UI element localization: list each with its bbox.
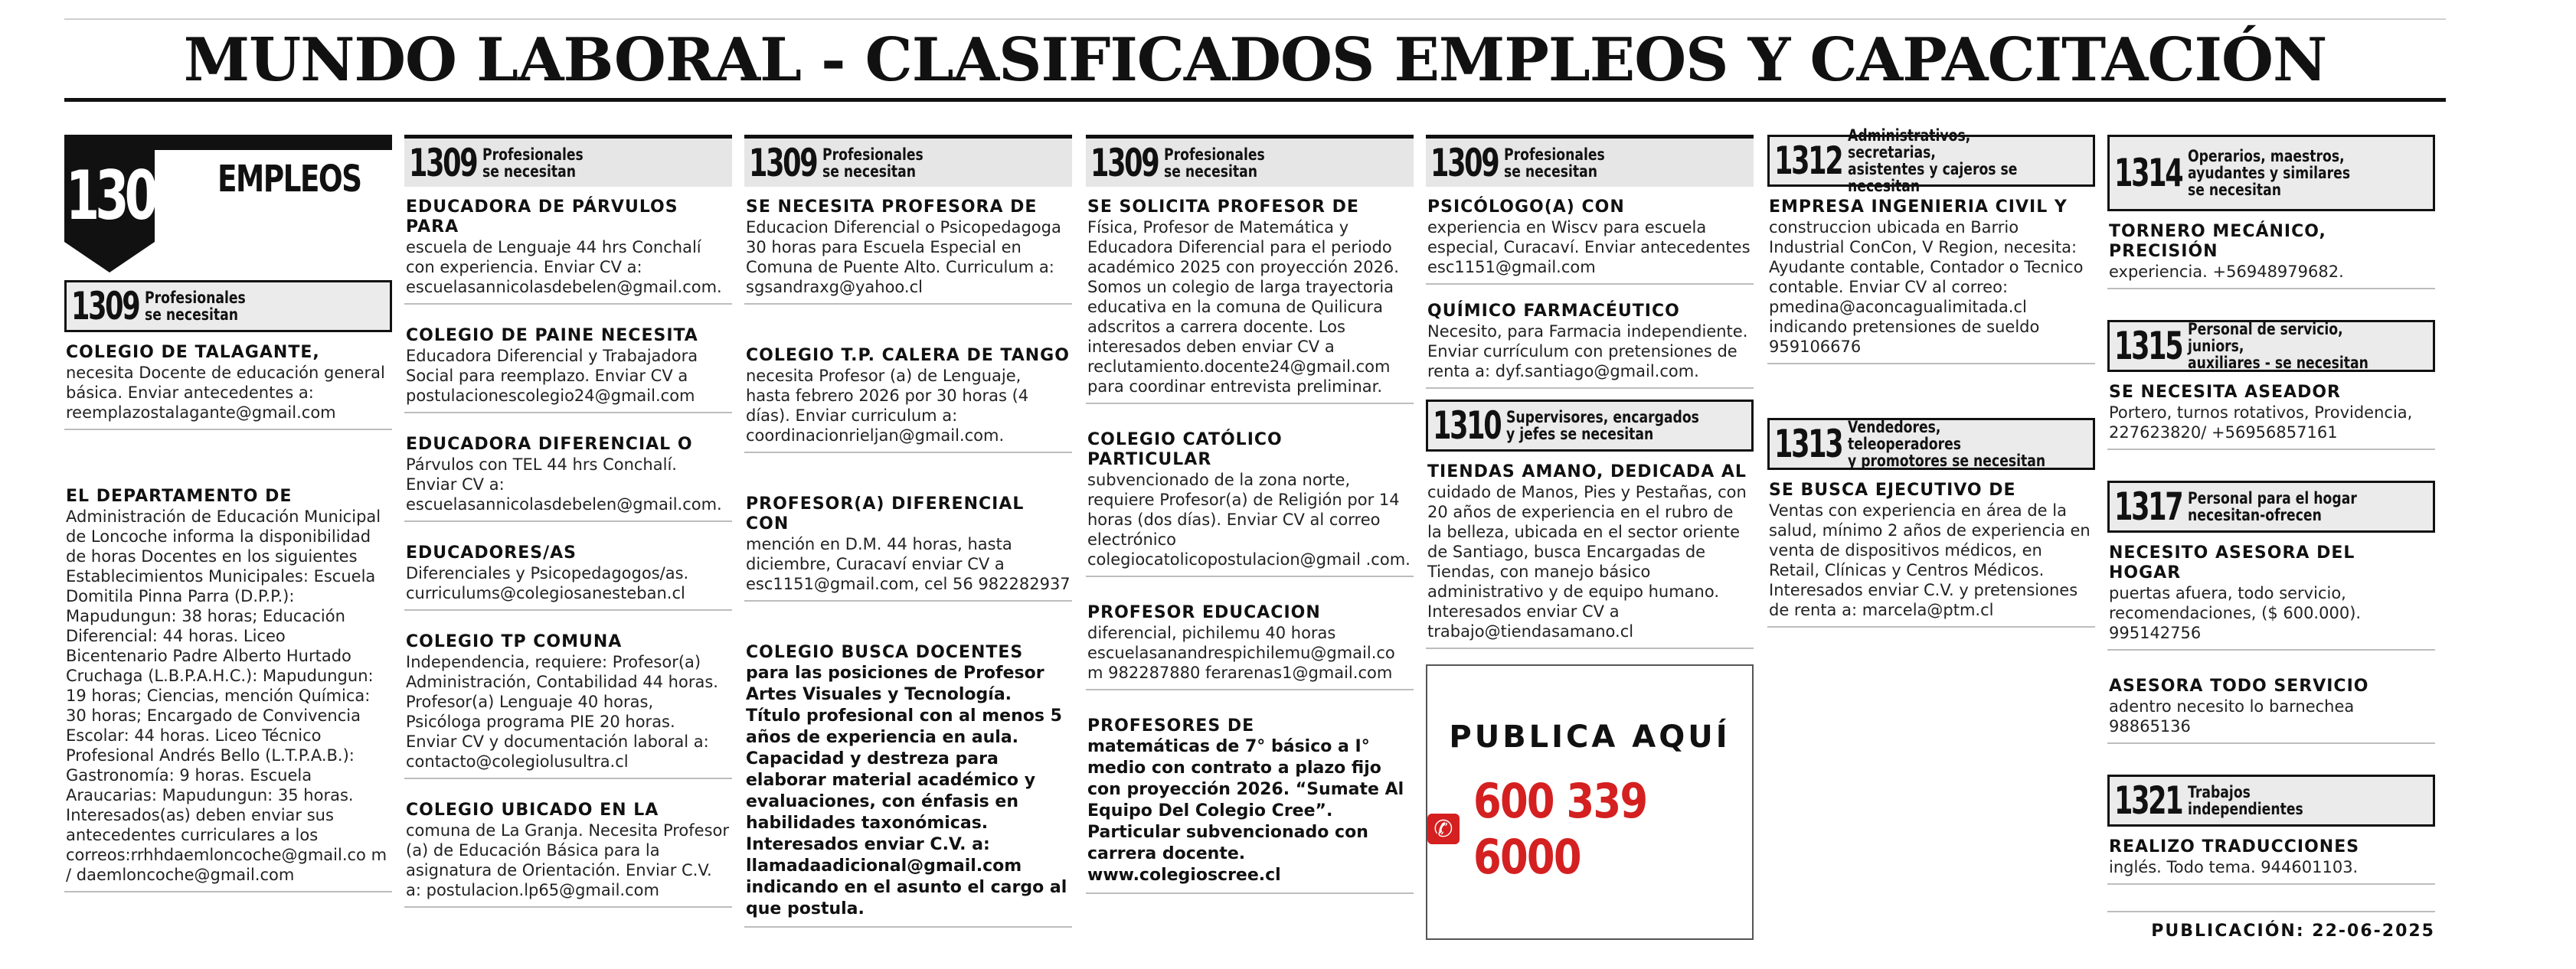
section-number: 1317 [2114, 484, 2182, 529]
classified-ad [2107, 827, 2435, 885]
section-title-line1: Operarios, maestros, [2188, 147, 2345, 165]
section-title-line1: Trabajos [2188, 783, 2251, 801]
classified-ad [404, 533, 732, 611]
section-title [145, 289, 345, 323]
promo-banner[interactable] [1426, 664, 1754, 940]
ad-body: inglés. Todo tema. 944601103. [2109, 858, 2359, 876]
ad-headline: COLEGIO TP COMUNA [406, 632, 623, 651]
classified-ad [64, 332, 392, 430]
section-header-1317 [2107, 481, 2435, 533]
section-title [2188, 148, 2388, 198]
ad-body: experiencia. +56948979682. [2109, 263, 2344, 281]
column-6 [1767, 126, 2095, 628]
classified-ad [404, 424, 732, 522]
section-title-line2: necesitan-ofrecen [2188, 506, 2322, 524]
section-header-1310 [1426, 400, 1754, 452]
section-title-line2: se necesitan [145, 305, 239, 324]
category-number: 1300 [66, 156, 184, 235]
classified-ad [1426, 452, 1754, 649]
ad-body: experiencia en Wiscv para escuela especial, Curacaví. Enviar antecedentes esc1151@gmail.com [1427, 218, 1751, 276]
ad-headline: SE BUSCA EJECUTIVO DE [1769, 481, 2016, 500]
section-title-line2: se necesitan [1164, 162, 1258, 181]
section-number: 1321 [2114, 778, 2182, 823]
section-header-1309 [1426, 135, 1754, 187]
classified-ad [404, 622, 732, 779]
classified-ad [404, 790, 732, 908]
classified-ad-featured [744, 632, 1072, 928]
section-title-line2: asistentes y cajeros se necesitan [1848, 160, 2018, 195]
section-number: 1315 [2114, 324, 2182, 368]
section-title-line2: se necesitan [822, 162, 917, 181]
ad-headline: COLEGIO DE PAINE NECESITA [406, 326, 698, 345]
ad-body: Educadora Diferencial y Trabajadora Social para reemplazo. Enviar CV a postulacionescolegio24@gmail.com [406, 347, 698, 405]
ad-headline: EDUCADORES/AS [406, 543, 577, 563]
section-header-1314 [2107, 135, 2435, 211]
section-title-line1: Profesionales [1164, 145, 1265, 164]
category-header-1300 [64, 135, 392, 280]
section-title-line1: Personal de servicio, juniors, [2188, 320, 2343, 355]
column-7 [2107, 135, 2435, 941]
section-title [2188, 490, 2388, 524]
section-header-1309 [64, 280, 392, 332]
section-title-line1: Profesionales [145, 289, 246, 307]
ad-body: para las posiciones de Profesor Artes Visuales y Tecnología. Título profesional con al menos 5 años de experiencia en aula. Capacidad y destreza para elaborar material académico y evaluaciones, con énfasis en habilidades taxonómicas. Interesados enviar C.V. a: llamadaadicional@gmail.com indicando en el asunto el cargo al que postula. [746, 664, 1067, 918]
ad-body: escuela de Lenguaje 44 hrs Conchalí con experiencia. Enviar CV a: escuelasannicolasdebelen@gmail.com. [406, 238, 722, 296]
ad-body: Ventas con experiencia en área de la salud, mínimo 2 años de experiencia en venta de dispositivos médicos, en Retail, Clínicas y Centros Médicos. Interesados enviar C.V. y pretensiones de renta a: marcela@ptm.cl [1769, 501, 2091, 619]
ad-headline: SE NECESITA PROFESORA DE [746, 197, 1038, 217]
ad-body: diferencial, pichilemu 40 horas escuelasanandrespichilemu@gmail.co m 982287880 ferarenas1@gmail.com [1087, 624, 1395, 682]
section-number: 1313 [1774, 422, 1842, 466]
section-title [2188, 784, 2388, 817]
ad-body: Educacion Diferencial o Psicopedagoga 30 horas para Escuela Especial en Comuna de Puente Alto. Curriculum a: sgsandraxg@yahoo.cl [746, 218, 1061, 296]
ad-headline: COLEGIO T.P. CALERA DE TANGO [746, 346, 1070, 365]
classified-ad [2107, 372, 2435, 450]
category-tab [64, 135, 392, 150]
section-title-line3: se necesitan [2188, 181, 2282, 199]
ad-body: adentro necesito lo barnechea 98865136 [2109, 697, 2355, 736]
promo-phone-row [1427, 773, 1752, 885]
ad-body: necesita Profesor (a) de Lenguaje, hasta febrero 2026 por 30 horas (4 días). Enviar curriculum a: coordinacionrieljan@gmail.com. [746, 367, 1029, 445]
section-title [1848, 127, 2048, 194]
ad-body: matemáticas de 7° básico a I° medio con contrato a plazo fijo con proyección 2026. “Sumate Al Equipo Del Colegio Cree”. Particular subvencionado con carrera docente. www.colegioscree.cl [1087, 737, 1404, 885]
ad-body: Portero, turnos rotativos, Providencia, 227623820/ +56956857161 [2109, 403, 2413, 442]
ad-body: Administración de Educación Municipal de Loncoche informa la disponibilidad de horas Docentes en los siguientes Establecimientos Municipales: Escuela Domitila Pinna Parra (D.P.P.): Mapudungun: 38 horas; Educación Diferencial: 44 horas. Liceo Bicentenario Padre Alberto Hurtado Cruchaga (L.B.P.A.H.C.): Mapudungun: 19 horas; Ciencias, mención Química: 30 horas; Encargado de Convivencia Escolar: 44 horas. Liceo Técnico Profesional Andrés Bello (L.T.P.A.B.): Gastronomía: 9 horas. Escuela Araucarias: Mapudungun: 35 horas. Interesados(as) deben enviar sus antecedentes curriculares a los correos:rrhhdaemloncoche@gmail.co m / daemloncoche@gmail.com [66, 507, 387, 884]
classified-ad [744, 484, 1072, 602]
classified-ad [744, 335, 1072, 453]
section-number: 1309 [71, 284, 139, 328]
classified-ad-featured [1086, 706, 1414, 894]
section-title-line2: se necesitan [1504, 162, 1598, 181]
ad-body: puertas afuera, todo servicio, recomendaciones, ($ 600.000). 995142756 [2109, 584, 2362, 642]
section-header-1315 [2107, 320, 2435, 372]
category-number-block [64, 150, 184, 242]
classified-ad [1086, 592, 1414, 690]
ad-headline: EMPRESA INGENIERIA CIVIL Y [1769, 197, 2068, 217]
ad-headline: COLEGIO DE TALAGANTE, [66, 343, 320, 362]
classified-ad [1767, 187, 2095, 364]
ad-headline: SE NECESITA ASEADOR [2109, 383, 2341, 402]
section-header-1309 [404, 135, 732, 187]
classified-ad [404, 187, 732, 305]
section-title-line2: independientes [2188, 800, 2303, 818]
section-title-line1: Profesionales [822, 145, 924, 164]
section-title [482, 146, 687, 180]
ad-headline: PROFESOR(A) DIFERENCIAL CON [746, 494, 1025, 533]
ad-headline: EL DEPARTAMENTO DE [66, 487, 293, 506]
ad-headline: COLEGIO BUSCA DOCENTES [746, 643, 1024, 662]
section-title-line1: Vendedores, teleoperadores [1848, 418, 1962, 453]
section-title [822, 146, 1027, 180]
ad-headline: COLEGIO CATÓLICO PARTICULAR [1087, 430, 1283, 469]
ad-body: construccion ubicada en Barrio Industrial ConCon, V Region, necesita: Ayudante contable, Contador o Tecnico contable. Enviar CV al correo: pmedina@aconcagualimitada.cl indicando pretensiones de sueldo 959106676 [1769, 218, 2084, 356]
ad-body: Independencia, requiere: Profesor(a) Administración, Contabilidad 44 horas. Profesor(a) Lenguaje 40 horas, Psicóloga programa PIE 20 horas. Enviar CV y documentación laboral a: contacto@colegiolusultra.cl [406, 653, 718, 771]
section-title-line2: se necesitan [482, 162, 577, 181]
section-number: 1309 [1090, 140, 1159, 185]
classified-ad [404, 315, 732, 413]
section-number: 1314 [2114, 151, 2182, 195]
category-label: EMPLEOS [217, 158, 361, 201]
column-5 [1426, 135, 1754, 940]
column-2 [404, 135, 732, 908]
classified-ad [1086, 419, 1414, 577]
section-title [2188, 321, 2388, 371]
section-title-line2: auxiliares - se necesitan [2188, 354, 2368, 372]
section-title-line1: Profesionales [482, 145, 584, 164]
section-title-line1: Supervisores, encargados [1506, 408, 1699, 426]
arrow-down-icon [64, 242, 155, 272]
spacer [64, 430, 392, 476]
ad-headline: PROFESOR EDUCACION [1087, 603, 1321, 622]
section-number: 1309 [409, 140, 477, 185]
promo-title: PUBLICA AQUÍ [1449, 719, 1731, 755]
section-title [1504, 146, 1708, 180]
classified-ad [2107, 666, 2435, 744]
section-header-1309 [744, 135, 1072, 187]
ad-body: subvencionado de la zona norte, requiere Profesor(a) de Religión por 14 horas (dos días). Enviar CV al correo electrónico colegiocatolicopostulacion@gmail .com. [1087, 471, 1411, 569]
ad-headline: PROFESORES DE [1087, 716, 1255, 736]
section-header-1312 [1767, 126, 2095, 195]
section-number: 1310 [1433, 403, 1501, 448]
section-title [1164, 146, 1368, 180]
ad-headline: NECESITO ASESORA DEL HOGAR [2109, 543, 2355, 582]
ad-body: Párvulos con TEL 44 hrs Conchalí. Enviar CV a: escuelasannicolasdebelen@gmail.com. [406, 455, 722, 514]
ad-body: Diferenciales y Psicopedagogos/as. curriculums@colegiosanesteban.cl [406, 564, 689, 602]
section-title-line1: Administrativos, secretarias, [1848, 126, 1971, 162]
ad-headline: TORNERO MECÁNICO, PRECISIÓN [2109, 222, 2326, 261]
ad-body: necesita Docente de educación general básica. Enviar antecedentes a: reemplazostalagante@gmail.com [66, 364, 385, 422]
classified-ad [1426, 187, 1754, 285]
section-header-1321 [2107, 775, 2435, 827]
classified-ad [1426, 291, 1754, 389]
classified-ad [2107, 533, 2435, 651]
classified-ad [2107, 211, 2435, 289]
ad-headline: ASESORA TODO SERVICIO [2109, 677, 2369, 696]
ad-body: comuna de La Granja. Necesita Profesor (a) de Educación Básica para la asignatura de Orientación. Enviar C.V. a: postulacion.lp65@gmail.com [406, 821, 730, 899]
section-number: 1309 [1430, 140, 1499, 185]
section-title-line2: ayudantes y similares [2188, 164, 2351, 182]
section-header-1313 [1767, 418, 2095, 470]
section-number: 1309 [749, 140, 817, 185]
ad-headline: REALIZO TRADUCCIONES [2109, 837, 2360, 856]
ad-body: Física, Profesor de Matemática y Educadora Diferencial para el periodo académico 2025 con proyección 2026. Somos un colegio de larga trayectoria educativa en la comuna de Quilicura adscritos a carrera docente. Los interesados deben enviar CV a reclutamiento.docente24@gmail.com para coordinar entrevista preliminar. [1087, 218, 1399, 396]
ad-headline: PSICÓLOGO(A) CON [1427, 197, 1625, 217]
promo-phone-number[interactable]: 600 339 6000 [1473, 773, 1647, 885]
ad-headline: TIENDAS AMANO, DEDICADA AL [1427, 462, 1747, 481]
ad-body: mención en D.M. 44 horas, hasta diciembre, Curacaví enviar CV a esc1151@gmail.com, cel 56 982282937 [746, 535, 1071, 593]
column-1 [64, 135, 392, 892]
ad-headline: EDUCADORA DIFERENCIAL O [406, 435, 693, 454]
section-title [1848, 419, 2048, 469]
ad-headline: SE SOLICITA PROFESOR DE [1087, 197, 1359, 217]
ad-headline: QUÍMICO FARMACÉUTICO [1427, 302, 1680, 321]
classified-ad [64, 476, 392, 892]
masthead-rule [64, 98, 2446, 102]
phone-icon: ✆ [1427, 814, 1460, 844]
section-title [1506, 409, 1707, 442]
section-header-1309 [1086, 135, 1414, 187]
column-4 [1086, 135, 1414, 894]
column-3 [744, 135, 1072, 928]
top-rule [64, 18, 2446, 20]
ad-body: Necesito, para Farmacia independiente. Enviar currículum con pretensiones de renta a: dyf.santiago@gmail.com. [1427, 322, 1748, 380]
classified-ad [1086, 187, 1414, 404]
section-title-line1: Personal para el hogar [2188, 489, 2357, 507]
ad-headline: COLEGIO UBICADO EN LA [406, 801, 659, 820]
page-title: MUNDO LABORAL - CLASIFICADOS EMPLEOS Y CAPACITACIÓN [183, 25, 2327, 95]
section-number: 1312 [1774, 139, 1842, 183]
section-title-line2: y jefes se necesitan [1506, 425, 1654, 443]
section-title-line1: Profesionales [1504, 145, 1605, 164]
ad-headline: EDUCADORA DE PÁRVULOS PARA [406, 197, 678, 237]
publication-date: PUBLICACIÓN: 22-06-2025 [2107, 911, 2435, 941]
classified-ad [744, 187, 1072, 305]
classified-ad [1767, 470, 2095, 628]
ad-body: cuidado de Manos, Pies y Pestañas, con 20 años de experiencia en el rubro de la belleza, ubicada en el sector oriente de Santiago, busca Encargadas de Tiendas, con manejo básico administrativo y de equipo humano. Interesados enviar CV a trabajo@tiendasamano.cl [1427, 483, 1747, 641]
section-title-line2: y promotores se necesitan [1848, 452, 2046, 470]
